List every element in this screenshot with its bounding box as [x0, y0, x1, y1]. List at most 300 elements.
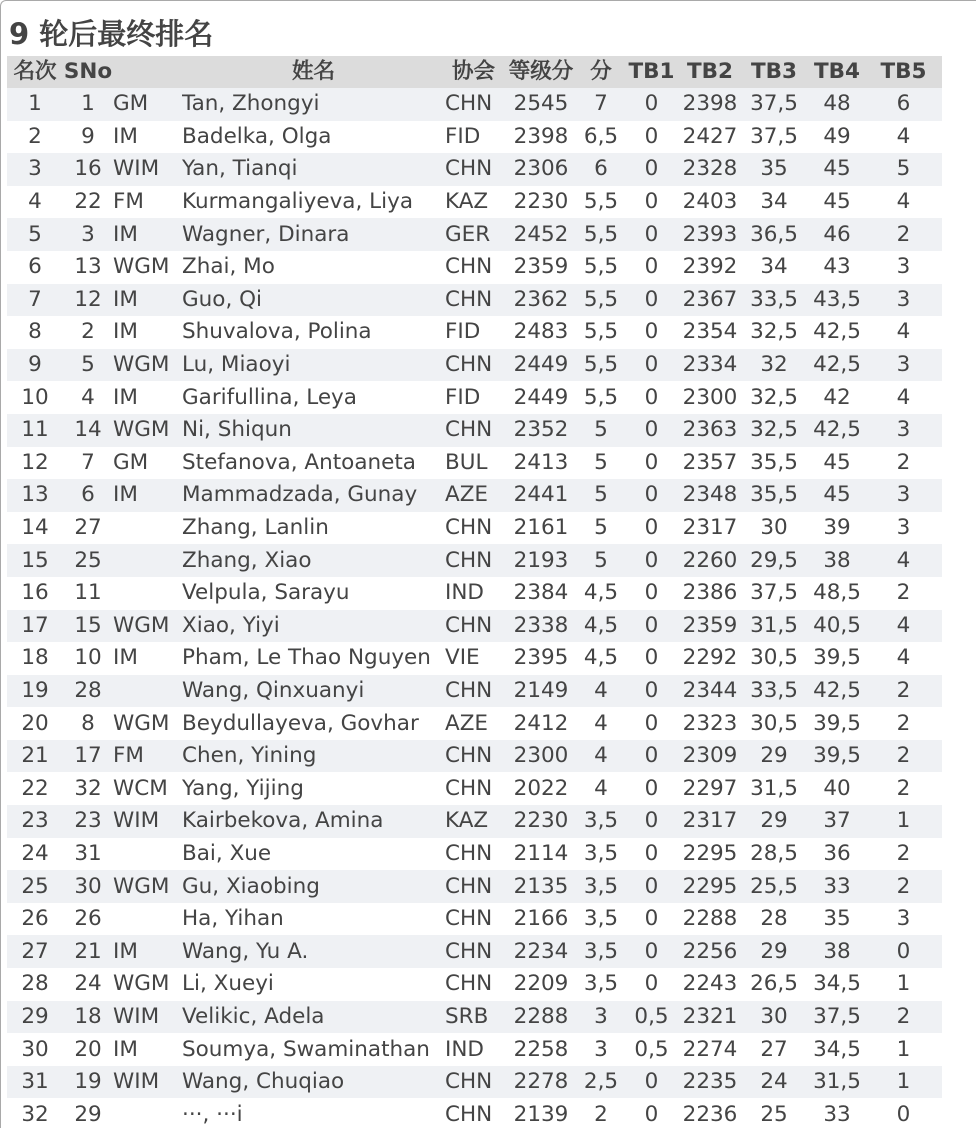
title-cell: IM [113, 1033, 182, 1066]
tb2-cell: 2403 [681, 186, 739, 219]
rank-cell: 17 [7, 610, 63, 643]
rank-cell: 16 [7, 577, 63, 610]
tb4-cell: 38 [809, 935, 865, 968]
rating-cell: 2278 [502, 1066, 580, 1099]
title-cell: WIM [113, 153, 182, 186]
sno-cell: 24 [63, 968, 113, 1001]
tb4-cell: 45 [809, 186, 865, 219]
table-row [7, 903, 942, 936]
tb3-cell: 24 [739, 1066, 809, 1099]
rating-cell: 2441 [502, 479, 580, 512]
table-row [7, 870, 942, 903]
tb5-cell: 3 [865, 349, 942, 382]
player-name-link[interactable]: Badelka, Olga [182, 121, 445, 154]
tb5-cell: 4 [865, 544, 942, 577]
sno-cell: 18 [63, 1001, 113, 1034]
table-row [7, 1001, 942, 1034]
tb2-cell: 2309 [681, 740, 739, 773]
federation-cell: CHN [445, 968, 502, 1001]
tb3-cell: 35,5 [739, 447, 809, 480]
federation-cell: CHN [445, 349, 502, 382]
tb4-cell: 48 [809, 88, 865, 121]
player-name-link[interactable]: Wagner, Dinara [182, 218, 445, 251]
tb2-cell: 2260 [681, 544, 739, 577]
tb4-cell: 40,5 [809, 610, 865, 643]
player-name-link[interactable]: Li, Xueyi [182, 968, 445, 1001]
tb3-cell: 30,5 [739, 707, 809, 740]
sno-cell: 12 [63, 284, 113, 317]
sno-cell: 19 [63, 1066, 113, 1099]
table-row [7, 1066, 942, 1099]
federation-cell: CHN [445, 1066, 502, 1099]
tb2-cell: 2295 [681, 838, 739, 871]
rank-cell: 28 [7, 968, 63, 1001]
points-cell: 4,5 [580, 577, 622, 610]
player-name-link[interactable]: Wang, Chuqiao [182, 1066, 445, 1099]
tb2-cell: 2235 [681, 1066, 739, 1099]
federation-cell: CHN [445, 88, 502, 121]
tb1-cell: 0 [622, 740, 681, 773]
tb2-cell: 2354 [681, 316, 739, 349]
rating-cell: 2161 [502, 512, 580, 545]
rating-cell: 2114 [502, 838, 580, 871]
tb4-cell: 34,5 [809, 968, 865, 1001]
sno-cell: 32 [63, 772, 113, 805]
table-row [7, 218, 942, 251]
federation-cell: CHN [445, 870, 502, 903]
tb4-cell: 48,5 [809, 577, 865, 610]
tb2-cell: 2295 [681, 870, 739, 903]
rating-cell: 2359 [502, 251, 580, 284]
player-name-link[interactable]: Pham, Le Thao Nguyen [182, 642, 445, 675]
tb1-cell: 0 [622, 903, 681, 936]
tb3-cell: 28,5 [739, 838, 809, 871]
tb1-cell: 0 [622, 935, 681, 968]
tb3-cell: 37,5 [739, 577, 809, 610]
table-row [7, 381, 942, 414]
points-cell: 4,5 [580, 642, 622, 675]
table-row [7, 251, 942, 284]
tb5-cell: 2 [865, 740, 942, 773]
sno-cell: 9 [63, 121, 113, 154]
federation-cell: CHN [445, 1098, 502, 1131]
points-cell: 3,5 [580, 968, 622, 1001]
tb3-cell: 28 [739, 903, 809, 936]
table-row [7, 349, 942, 382]
tb1-cell: 0 [622, 316, 681, 349]
tb5-cell: 6 [865, 88, 942, 121]
title-cell: WGM [113, 870, 182, 903]
tb3-cell: 27 [739, 1033, 809, 1066]
sno-cell: 27 [63, 512, 113, 545]
player-name-link[interactable]: Shuvalova, Polina [182, 316, 445, 349]
federation-cell: AZE [445, 707, 502, 740]
table-row [7, 968, 942, 1001]
title-cell: IM [113, 121, 182, 154]
player-name-link[interactable]: Garifullina, Leya [182, 381, 445, 414]
rank-cell: 11 [7, 414, 63, 447]
points-cell: 5,5 [580, 218, 622, 251]
sno-cell: 29 [63, 1098, 113, 1131]
tb4-cell: 39,5 [809, 740, 865, 773]
player-name-link[interactable]: Mammadzada, Gunay [182, 479, 445, 512]
table-row [7, 1033, 942, 1066]
tb5-cell: 0 [865, 1098, 942, 1131]
rating-cell: 2139 [502, 1098, 580, 1131]
tb5-cell: 4 [865, 642, 942, 675]
federation-cell: CHN [445, 935, 502, 968]
tb2-cell: 2344 [681, 675, 739, 708]
table-row [7, 284, 942, 317]
rating-cell: 2338 [502, 610, 580, 643]
rank-cell: 25 [7, 870, 63, 903]
rating-cell: 2135 [502, 870, 580, 903]
title-cell [113, 544, 182, 577]
tb1-cell: 0 [622, 1098, 681, 1131]
header-rank: 名次 [7, 56, 63, 88]
table-row [7, 935, 942, 968]
player-name-link[interactable]: Wang, Qinxuanyi [182, 675, 445, 708]
federation-cell: CHN [445, 675, 502, 708]
tb2-cell: 2359 [681, 610, 739, 643]
points-cell: 6 [580, 153, 622, 186]
tb3-cell: 34 [739, 251, 809, 284]
tb5-cell: 4 [865, 186, 942, 219]
tb2-cell: 2367 [681, 284, 739, 317]
title-cell: WGM [113, 707, 182, 740]
tb2-cell: 2274 [681, 1033, 739, 1066]
federation-cell: CHN [445, 544, 502, 577]
tb3-cell: 32 [739, 349, 809, 382]
tb2-cell: 2243 [681, 968, 739, 1001]
tb4-cell: 46 [809, 218, 865, 251]
player-name-link[interactable]: Ni, Shiqun [182, 414, 445, 447]
sno-cell: 14 [63, 414, 113, 447]
rank-cell: 23 [7, 805, 63, 838]
table-row [7, 610, 942, 643]
rank-cell: 12 [7, 447, 63, 480]
tb3-cell: 33,5 [739, 675, 809, 708]
tb5-cell: 3 [865, 284, 942, 317]
tb5-cell: 3 [865, 414, 942, 447]
points-cell: 2 [580, 1098, 622, 1131]
points-cell: 5 [580, 479, 622, 512]
tb5-cell: 3 [865, 512, 942, 545]
tb2-cell: 2398 [681, 88, 739, 121]
title-cell: IM [113, 218, 182, 251]
sno-cell: 16 [63, 153, 113, 186]
sno-cell: 17 [63, 740, 113, 773]
rank-cell: 26 [7, 903, 63, 936]
points-cell: 5,5 [580, 381, 622, 414]
tb3-cell: 34 [739, 186, 809, 219]
tb1-cell: 0 [622, 349, 681, 382]
points-cell: 7 [580, 88, 622, 121]
points-cell: 5,5 [580, 251, 622, 284]
title-cell: FM [113, 740, 182, 773]
rating-cell: 2384 [502, 577, 580, 610]
tb1-cell: 0 [622, 968, 681, 1001]
federation-cell: BUL [445, 447, 502, 480]
rank-cell: 27 [7, 935, 63, 968]
table-row [7, 121, 942, 154]
title-cell: IM [113, 479, 182, 512]
table-row [7, 153, 942, 186]
header-tb1: TB1 [622, 56, 681, 88]
tb1-cell: 0 [622, 805, 681, 838]
player-name-link[interactable]: Gu, Xiaobing [182, 870, 445, 903]
page-title: 9 轮后最终排名 [9, 17, 214, 51]
title-cell: IM [113, 284, 182, 317]
points-cell: 5 [580, 447, 622, 480]
points-cell: 5,5 [580, 316, 622, 349]
points-cell: 3,5 [580, 903, 622, 936]
tb2-cell: 2321 [681, 1001, 739, 1034]
sno-cell: 3 [63, 218, 113, 251]
federation-cell: CHN [445, 512, 502, 545]
points-cell: 4 [580, 675, 622, 708]
federation-cell: CHN [445, 414, 502, 447]
rating-cell: 2193 [502, 544, 580, 577]
federation-cell: CHN [445, 251, 502, 284]
player-name-link[interactable]: Kurmangaliyeva, Liya [182, 186, 445, 219]
tb5-cell: 3 [865, 251, 942, 284]
rank-cell: 15 [7, 544, 63, 577]
rating-cell: 2209 [502, 968, 580, 1001]
federation-cell: AZE [445, 479, 502, 512]
tb5-cell: 3 [865, 479, 942, 512]
rank-cell: 14 [7, 512, 63, 545]
points-cell: 6,5 [580, 121, 622, 154]
tb4-cell: 42,5 [809, 349, 865, 382]
rank-cell: 21 [7, 740, 63, 773]
rank-cell: 20 [7, 707, 63, 740]
tb2-cell: 2300 [681, 381, 739, 414]
rating-cell: 2413 [502, 447, 580, 480]
player-name-link[interactable]: Soumya, Swaminathan [182, 1033, 445, 1066]
tb4-cell: 45 [809, 479, 865, 512]
tb1-cell: 0 [622, 610, 681, 643]
points-cell: 3,5 [580, 935, 622, 968]
tb3-cell: 31,5 [739, 610, 809, 643]
sno-cell: 1 [63, 88, 113, 121]
player-name-link[interactable]: Velikic, Adela [182, 1001, 445, 1034]
points-cell: 5 [580, 414, 622, 447]
rating-cell: 2452 [502, 218, 580, 251]
tb2-cell: 2256 [681, 935, 739, 968]
tb5-cell: 2 [865, 218, 942, 251]
player-name-link[interactable]: Zhang, Lanlin [182, 512, 445, 545]
player-name-link[interactable]: Zhang, Xiao [182, 544, 445, 577]
sno-cell: 13 [63, 251, 113, 284]
sno-cell: 21 [63, 935, 113, 968]
rank-cell: 18 [7, 642, 63, 675]
tb4-cell: 45 [809, 153, 865, 186]
rank-cell: 6 [7, 251, 63, 284]
rank-cell: 19 [7, 675, 63, 708]
tb4-cell: 42,5 [809, 675, 865, 708]
tb5-cell: 1 [865, 1066, 942, 1099]
rank-cell: 29 [7, 1001, 63, 1034]
tb1-cell: 0,5 [622, 1001, 681, 1034]
tb3-cell: 33,5 [739, 284, 809, 317]
title-cell [113, 838, 182, 871]
tb1-cell: 0 [622, 153, 681, 186]
points-cell: 2,5 [580, 1066, 622, 1099]
header-tb2: TB2 [681, 56, 739, 88]
tb5-cell: 2 [865, 838, 942, 871]
player-name-link[interactable]: Yang, Yijing [182, 772, 445, 805]
sno-cell: 22 [63, 186, 113, 219]
tb3-cell: 25 [739, 1098, 809, 1131]
tb4-cell: 38 [809, 544, 865, 577]
tb3-cell: 35 [739, 153, 809, 186]
tb4-cell: 42 [809, 381, 865, 414]
federation-cell: CHN [445, 772, 502, 805]
title-cell [113, 577, 182, 610]
tb3-cell: 31,5 [739, 772, 809, 805]
points-cell: 3,5 [580, 805, 622, 838]
tb3-cell: 29,5 [739, 544, 809, 577]
tb1-cell: 0 [622, 642, 681, 675]
player-name-link[interactable]: Wang, Yu A. [182, 935, 445, 968]
tb4-cell: 34,5 [809, 1033, 865, 1066]
title-cell [113, 1098, 182, 1131]
tb5-cell: 4 [865, 610, 942, 643]
header-name: 姓名 [182, 56, 445, 88]
rating-cell: 2362 [502, 284, 580, 317]
tb3-cell: 29 [739, 935, 809, 968]
tb1-cell: 0 [622, 251, 681, 284]
player-name-link[interactable]: Xiao, Yiyi [182, 610, 445, 643]
tb4-cell: 31,5 [809, 1066, 865, 1099]
points-cell: 5,5 [580, 349, 622, 382]
title-cell [113, 903, 182, 936]
tb1-cell: 0 [622, 414, 681, 447]
title-cell: WGM [113, 968, 182, 1001]
rating-cell: 2483 [502, 316, 580, 349]
tb1-cell: 0 [622, 284, 681, 317]
points-cell: 4,5 [580, 610, 622, 643]
player-name-link[interactable]: Ha, Yihan [182, 903, 445, 936]
player-name-link[interactable]: Velpula, Sarayu [182, 577, 445, 610]
player-name-link[interactable]: Lu, Miaoyi [182, 349, 445, 382]
points-cell: 5,5 [580, 186, 622, 219]
tb3-cell: 30,5 [739, 642, 809, 675]
title-cell: WIM [113, 805, 182, 838]
title-cell: GM [113, 447, 182, 480]
rating-cell: 2230 [502, 186, 580, 219]
points-cell: 3 [580, 1033, 622, 1066]
rating-cell: 2258 [502, 1033, 580, 1066]
federation-cell: VIE [445, 642, 502, 675]
tb2-cell: 2317 [681, 805, 739, 838]
tb5-cell: 3 [865, 903, 942, 936]
tb5-cell: 4 [865, 316, 942, 349]
points-cell: 3 [580, 1001, 622, 1034]
player-name-link[interactable]: Beydullayeva, Govhar [182, 707, 445, 740]
federation-cell: GER [445, 218, 502, 251]
player-name-link[interactable]: Yan, Tianqi [182, 153, 445, 186]
player-name-link[interactable]: Stefanova, Antoaneta [182, 447, 445, 480]
player-name-link[interactable]: Bai, Xue [182, 838, 445, 871]
title-cell [113, 512, 182, 545]
tb5-cell: 4 [865, 121, 942, 154]
tb2-cell: 2392 [681, 251, 739, 284]
rating-cell: 2288 [502, 1001, 580, 1034]
sno-cell: 2 [63, 316, 113, 349]
tb3-cell: 26,5 [739, 968, 809, 1001]
rating-cell: 2022 [502, 772, 580, 805]
tb1-cell: 0 [622, 381, 681, 414]
sno-cell: 20 [63, 1033, 113, 1066]
sno-cell: 11 [63, 577, 113, 610]
rating-cell: 2300 [502, 740, 580, 773]
player-name-link[interactable]: Zhai, Mo [182, 251, 445, 284]
player-name-link[interactable]: Guo, Qi [182, 284, 445, 317]
federation-cell: FID [445, 381, 502, 414]
federation-cell: CHN [445, 610, 502, 643]
table-row [7, 642, 942, 675]
tb3-cell: 29 [739, 805, 809, 838]
tb4-cell: 43 [809, 251, 865, 284]
rating-cell: 2166 [502, 903, 580, 936]
sno-cell: 26 [63, 903, 113, 936]
player-name-link[interactable]: Kairbekova, Amina [182, 805, 445, 838]
tb3-cell: 35,5 [739, 479, 809, 512]
tb5-cell: 1 [865, 805, 942, 838]
points-cell: 3,5 [580, 838, 622, 871]
tb5-cell: 2 [865, 870, 942, 903]
title-cell: FM [113, 186, 182, 219]
sno-cell: 15 [63, 610, 113, 643]
tb1-cell: 0 [622, 512, 681, 545]
rating-cell: 2149 [502, 675, 580, 708]
header-sno: SNo [63, 56, 113, 88]
tb1-cell: 0 [622, 218, 681, 251]
tb2-cell: 2386 [681, 577, 739, 610]
rating-cell: 2306 [502, 153, 580, 186]
tb2-cell: 2328 [681, 153, 739, 186]
tb3-cell: 29 [739, 740, 809, 773]
points-cell: 5 [580, 544, 622, 577]
sno-cell: 6 [63, 479, 113, 512]
tb5-cell: 1 [865, 968, 942, 1001]
tb5-cell: 0 [865, 935, 942, 968]
player-name-link[interactable]: Tan, Zhongyi [182, 88, 445, 121]
rank-cell: 13 [7, 479, 63, 512]
player-name-link[interactable]: ···, ···i [182, 1098, 445, 1131]
table-row [7, 512, 942, 545]
tb4-cell: 39 [809, 512, 865, 545]
tb1-cell: 0 [622, 121, 681, 154]
table-row [7, 838, 942, 871]
tb1-cell: 0,5 [622, 1033, 681, 1066]
rating-cell: 2395 [502, 642, 580, 675]
tb1-cell: 0 [622, 1066, 681, 1099]
table-row [7, 1098, 942, 1131]
table-row [7, 414, 942, 447]
tb5-cell: 2 [865, 675, 942, 708]
tb2-cell: 2297 [681, 772, 739, 805]
rank-cell: 5 [7, 218, 63, 251]
federation-cell: CHN [445, 838, 502, 871]
rank-cell: 4 [7, 186, 63, 219]
tb2-cell: 2288 [681, 903, 739, 936]
sno-cell: 28 [63, 675, 113, 708]
player-name-link[interactable]: Chen, Yining [182, 740, 445, 773]
rank-cell: 10 [7, 381, 63, 414]
